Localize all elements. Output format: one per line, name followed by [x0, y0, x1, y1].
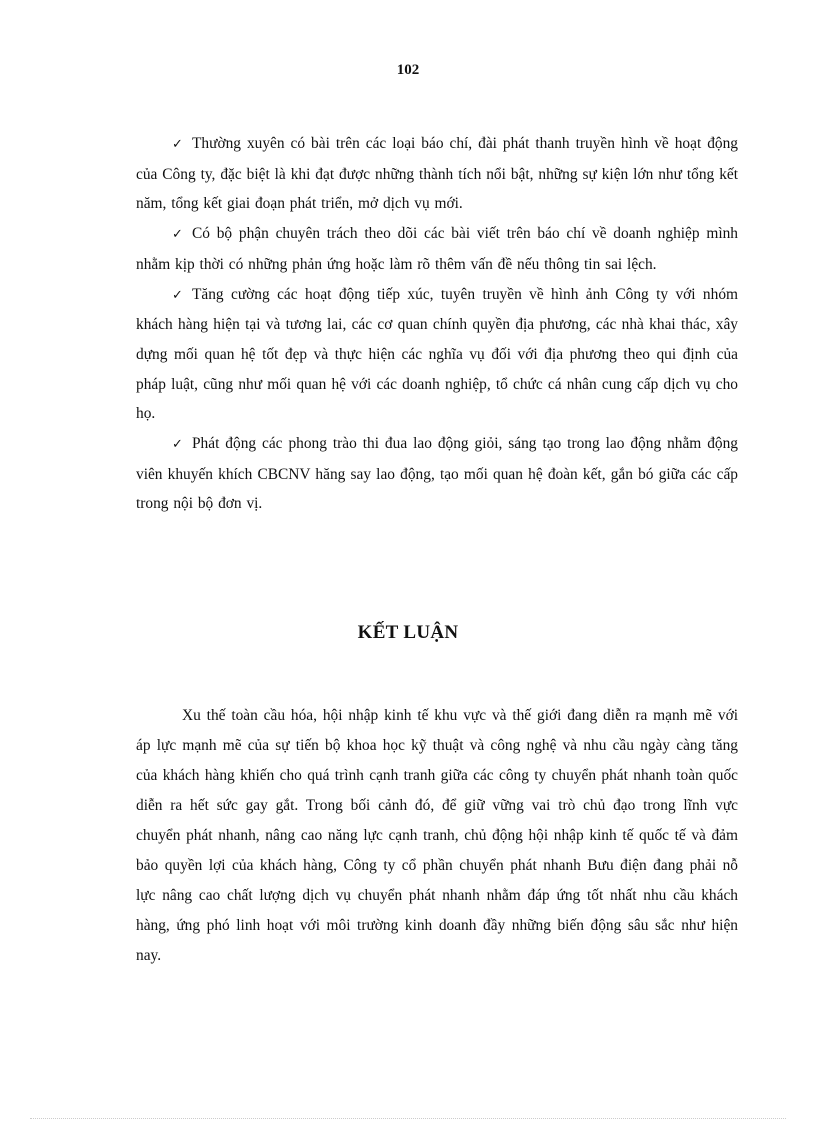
check-icon: ✓ — [172, 137, 183, 152]
bullet-item — [136, 219, 738, 279]
bullet-text: Có bộ phận chuyên trách theo dõi các bài viết trên báo chí về doanh nghiệp mình nhằm kịp thời có những phản ứng hoặc làm rõ thêm vấn đề nếu thông tin sai lệch. — [136, 225, 738, 273]
check-icon: ✓ — [172, 227, 183, 243]
check-icon: ✓ — [172, 287, 183, 303]
section-heading: KẾT LUẬN — [357, 622, 459, 643]
page-number: 102 — [396, 62, 420, 78]
bullet-text: Thường xuyên có bài trên các loại báo chí, đài phát thanh truyền hình về hoạt động của Công ty, đặc biệt là khi đạt được những thành tích nổi bật, những sự kiện lớn như tổng kết năm, tổng kết giai đoạn phát triển, mở dịch vụ mới. — [136, 135, 738, 213]
bullet-item — [136, 429, 738, 519]
bullet-item — [136, 280, 738, 430]
bullet-text: Tăng cường các hoạt động tiếp xúc, tuyên truyền về hình ảnh Công ty với nhóm khách hàng hiện tại và tương lai, các cơ quan chính quyền địa phương, các nhà khai thác, xây dựng mối quan hệ tốt đẹp và thực hiện các nghĩa vụ đối với địa phương theo qui định của pháp luật, cũng như mối quan hệ với các doanh nghiệp, tổ chức cá nhân cung cấp dịch vụ cho họ. — [136, 285, 738, 423]
check-icon: ✓ — [172, 437, 183, 453]
conclusion-paragraph: Xu thế toàn cầu hóa, hội nhập kinh tế khu vực và thế giới đang diễn ra mạnh mẽ với áp lực mạnh mẽ của sự tiến bộ khoa học kỹ thuật và công nghệ và nhu cầu ngày càng tăng của khách hàng khiến cho quá trình cạnh tranh giữa các công ty chuyển phát nhanh toàn quốc diễn ra hết sức gay gắt. Trong bối cảnh đó, để giữ vững vai trò chủ đạo trong lĩnh vực chuyển phát nhanh, nâng cao năng lực cạnh tranh, chủ động hội nhập kinh tế quốc tế và đảm bảo quyền lợi của khách hàng, Công ty cổ phần chuyển phát nhanh Bưu điện đang phải nỗ lực nâng cao chất lượng dịch vụ chuyển phát nhanh nhằm đáp ứng tốt nhất nhu cầu khách hàng, ứng phó linh hoạt với môi trường kinh doanh đầy những biến động sâu sắc như hiện nay. — [136, 707, 738, 964]
bullet-text: Phát động các phong trào thi đua lao động giỏi, sáng tạo trong lao động nhằm động viên khuyến khích CBCNV hăng say lao động, tạo mối quan hệ đoàn kết, gắn bó giữa các cấp trong nội bộ đơn vị. — [136, 435, 738, 513]
page-bottom-divider — [30, 1118, 786, 1119]
bullet-item — [136, 129, 738, 219]
bullet-list — [136, 129, 738, 519]
